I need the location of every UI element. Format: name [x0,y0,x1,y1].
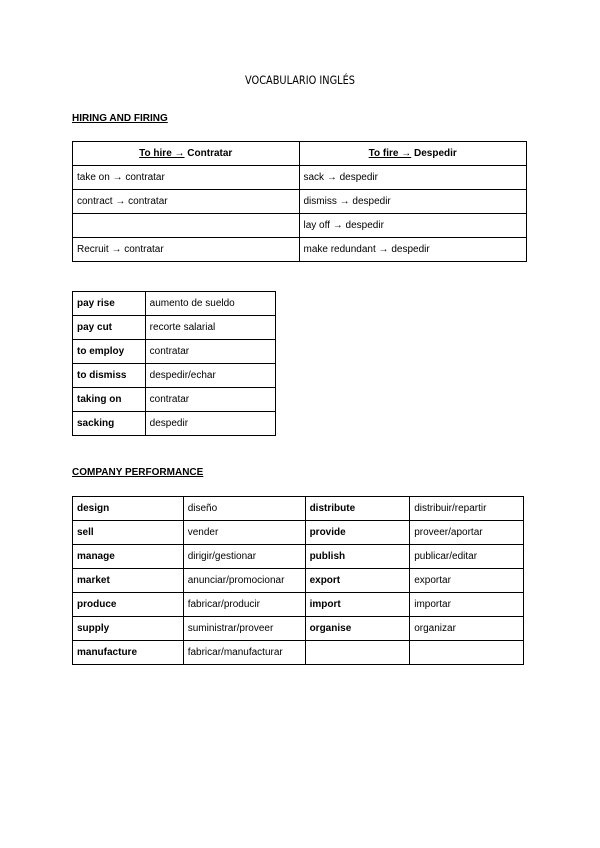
table-row [73,569,524,593]
translation-cell: importar [410,593,524,617]
header-hire-text: Contratar [184,148,233,159]
translation-cell: proveer/aportar [410,521,524,545]
translation-cell [410,641,524,665]
table-row [73,292,276,316]
section-heading-performance: COMPANY PERFORMANCE [72,467,204,478]
pay-table [72,291,276,436]
term-cell: supply [73,617,184,641]
term-cell: sell [73,521,184,545]
header-fire [299,142,527,166]
term-cell: export [305,569,410,593]
translation-cell: organizar [410,617,524,641]
table-cell: Recruit → contratar [73,238,300,262]
performance-table [72,496,524,665]
translation-cell: recorte salarial [145,316,275,340]
term-cell: to dismiss [73,364,146,388]
translation-cell: vender [183,521,305,545]
table-cell: take on → contratar [73,166,300,190]
table-row [73,617,524,641]
table-cell: lay off → despedir [299,214,527,238]
term-cell: taking on [73,388,146,412]
table-row [73,641,524,665]
table-row [73,545,524,569]
term-cell: organise [305,617,410,641]
translation-cell: despedir/echar [145,364,275,388]
translation-cell: exportar [410,569,524,593]
table-cell [73,214,300,238]
page-title: VOCABULARIO INGLÉS [244,73,356,87]
header-hire-link: To hire → [139,148,185,159]
term-cell: manufacture [73,641,184,665]
hire-fire-table [72,141,527,262]
term-cell: design [73,497,184,521]
table-row [73,593,524,617]
translation-cell: fabricar/producir [183,593,305,617]
term-cell: market [73,569,184,593]
header-hire [73,142,300,166]
term-cell: import [305,593,410,617]
translation-cell: dirigir/gestionar [183,545,305,569]
table-cell: dismiss → despedir [299,190,527,214]
term-cell: provide [305,521,410,545]
translation-cell: publicar/editar [410,545,524,569]
translation-cell: distribuir/repartir [410,497,524,521]
table-row [73,412,276,436]
term-cell: distribute [305,497,410,521]
table-header-row [73,142,527,166]
translation-cell: diseño [183,497,305,521]
table-row [73,238,527,262]
translation-cell: contratar [145,388,275,412]
table-row [73,388,276,412]
table-cell: make redundant → despedir [299,238,527,262]
table-row [73,340,276,364]
header-fire-link: To fire → [368,148,412,159]
table-row [73,316,276,340]
translation-cell: fabricar/manufacturar [183,641,305,665]
term-cell: manage [73,545,184,569]
table-cell: contract → contratar [73,190,300,214]
table-row [73,364,276,388]
section-heading-hiring: HIRING AND FIRING [72,113,168,124]
translation-cell: suministrar/proveer [183,617,305,641]
term-cell: sacking [73,412,146,436]
term-cell: to employ [73,340,146,364]
term-cell: produce [73,593,184,617]
term-cell: pay cut [73,316,146,340]
table-row [73,521,524,545]
table-row [73,166,527,190]
translation-cell: anunciar/promocionar [183,569,305,593]
header-fire-text: Despedir [411,148,457,159]
term-cell [305,641,410,665]
table-row [73,190,527,214]
term-cell: pay rise [73,292,146,316]
table-row [73,214,527,238]
translation-cell: despedir [145,412,275,436]
table-cell: sack → despedir [299,166,527,190]
translation-cell: contratar [145,340,275,364]
translation-cell: aumento de sueldo [145,292,275,316]
term-cell: publish [305,545,410,569]
table-row [73,497,524,521]
